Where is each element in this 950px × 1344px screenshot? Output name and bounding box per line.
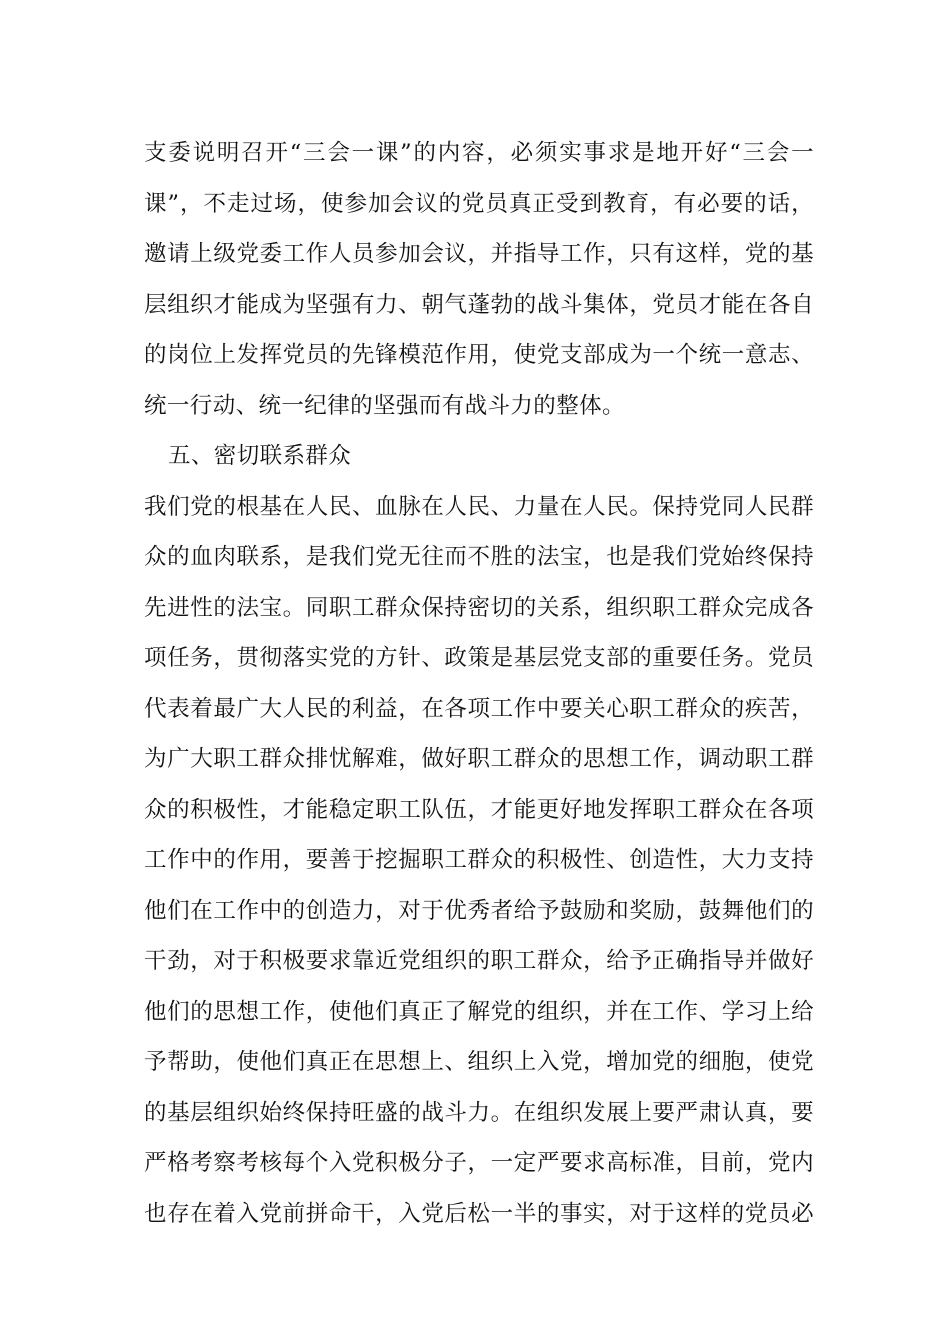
- text-line: 严格考察考核每个入党积极分子，一定严要求高标准，目前，党内: [144, 1150, 814, 1176]
- text-line: 先进性的法宝。同职工群众保持密切的关系，组织职工群众完成各: [144, 594, 814, 621]
- text-line: 工作中的作用，要善于挖掘职工群众的积极性、创造性，大力支持: [144, 847, 814, 873]
- text-line: 众的积极性，才能稳定职工队伍，才能更好地发挥职工群众在各项: [144, 796, 814, 823]
- text-line: 层组织才能成为坚强有力、朝气蓬勃的战斗集体，党员才能在各自: [144, 291, 814, 318]
- text-line: 的岗位上发挥党员的先锋模范作用，使党支部成为一个统一意志、: [144, 342, 814, 368]
- section-heading: 五、密切联系群众: [168, 443, 352, 469]
- paragraph-party-meetings: [144, 128, 814, 431]
- document-body: [144, 128, 814, 1239]
- text-line: 邀请上级党委工作人员参加会议，并指导工作，只有这样，党的基: [144, 241, 814, 267]
- text-line: 课”，不走过场，使参加会议的党员真正受到教育，有必要的话，: [144, 190, 814, 217]
- text-line: 也存在着入党前拼命干，入党后松一半的事实，对于这样的党员必: [144, 1200, 814, 1227]
- paragraph-contact-masses: [144, 482, 814, 1240]
- text-line: 项任务，贯彻落实党的方针、政策是基层党支部的重要任务。党员: [144, 645, 814, 671]
- text-line: 支委说明召开“三会一课”的内容，必须实事求是地开好“三会一: [144, 140, 814, 166]
- text-line: 代表着最广大人民的利益，在各项工作中要关心职工群众的疾苦，: [144, 695, 814, 722]
- text-line: 统一行动、统一纪律的坚强而有战斗力的整体。: [144, 392, 625, 419]
- text-line: 予帮助，使他们真正在思想上、组织上入党，增加党的细胞，使党: [144, 1049, 814, 1075]
- text-line: 他们的思想工作，使他们真正了解党的组织，并在工作、学习上给: [144, 998, 814, 1025]
- text-line: 他们在工作中的创造力，对于优秀者给予鼓励和奖励，鼓舞他们的: [144, 897, 814, 924]
- text-line: 我们党的根基在人民、血脉在人民、力量在人民。保持党同人民群: [144, 493, 814, 520]
- text-line: 干劲，对于积极要求靠近党组织的职工群众，给予正确指导并做好: [144, 948, 814, 974]
- text-line: 众的血肉联系，是我们党无往而不胜的法宝，也是我们党始终保持: [144, 544, 814, 570]
- text-line: 的基层组织始终保持旺盛的战斗力。在组织发展上要严肃认真，要: [144, 1099, 814, 1126]
- text-line: 为广大职工群众排忧解难，做好职工群众的思想工作，调动职工群: [144, 746, 814, 772]
